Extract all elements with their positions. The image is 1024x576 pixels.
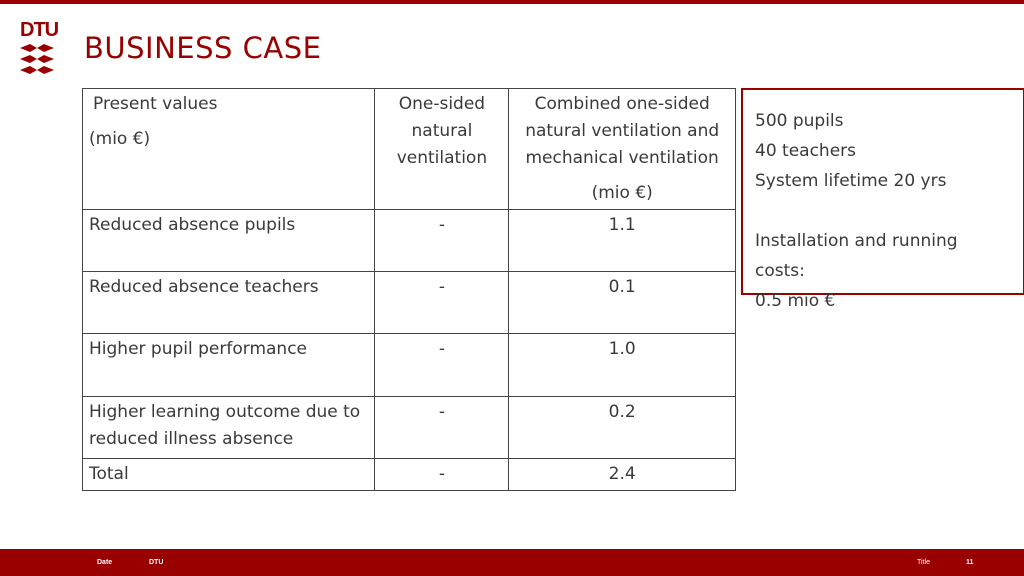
row-one-sided-value: - [375, 397, 509, 459]
footer-page-number: 11 [966, 559, 974, 566]
table-total-row [83, 459, 736, 491]
total-label: Total [83, 459, 375, 491]
info-pupils: 500 pupils [755, 111, 844, 131]
row-combined-value: 1.1 [509, 210, 736, 272]
header-present-values-label: Present values [93, 94, 218, 114]
row-combined-value: 0.2 [509, 397, 736, 459]
info-teachers: 40 teachers [755, 141, 857, 161]
info-costs-label: Installation and running costs: [755, 231, 958, 281]
row-combined-value: 1.0 [509, 334, 736, 397]
logo-text: DTU [20, 19, 59, 41]
footer-org: DTU [149, 559, 164, 566]
header-one-sided [375, 89, 509, 210]
header-combined [509, 89, 736, 210]
assumptions-box [741, 88, 1024, 311]
table-header-row [83, 89, 736, 210]
table-row [83, 210, 736, 272]
header-combined-label: Combined one-sided natural ventilation and mechanical ventilation [525, 94, 720, 168]
row-label: Higher learning outcome due to reduced illness absence [83, 397, 375, 459]
info-spacer [755, 196, 1011, 226]
info-lifetime: System lifetime 20 yrs [755, 171, 947, 191]
page-title: BUSINESS CASE [84, 31, 322, 65]
table-row [83, 272, 736, 334]
row-one-sided-value: - [375, 210, 509, 272]
top-accent-bar [0, 0, 1024, 4]
info-costs-value: 0.5 mio € [755, 291, 836, 311]
row-label: Reduced absence teachers [83, 272, 375, 334]
row-one-sided-value: - [375, 334, 509, 397]
logo-wave-icon [20, 44, 54, 74]
row-one-sided-value: - [375, 272, 509, 334]
header-combined-unit: (mio €) [591, 183, 653, 203]
footer-date: Date [97, 559, 113, 566]
footer-title: Title [917, 559, 930, 566]
footer-bar [0, 549, 1024, 576]
table-row [83, 334, 736, 397]
row-label: Reduced absence pupils [83, 210, 375, 272]
total-combined-value: 2.4 [509, 459, 736, 491]
header-present-values [83, 89, 375, 210]
row-label: Higher pupil performance [83, 334, 375, 397]
header-unit-label: (mio €) [89, 129, 151, 149]
row-combined-value: 0.1 [509, 272, 736, 334]
total-one-sided-value: - [375, 459, 509, 491]
dtu-logo [20, 20, 58, 74]
table-row [83, 397, 736, 459]
business-case-table [82, 88, 736, 491]
header-one-sided-label: One-sided natural ventilation [396, 94, 488, 168]
